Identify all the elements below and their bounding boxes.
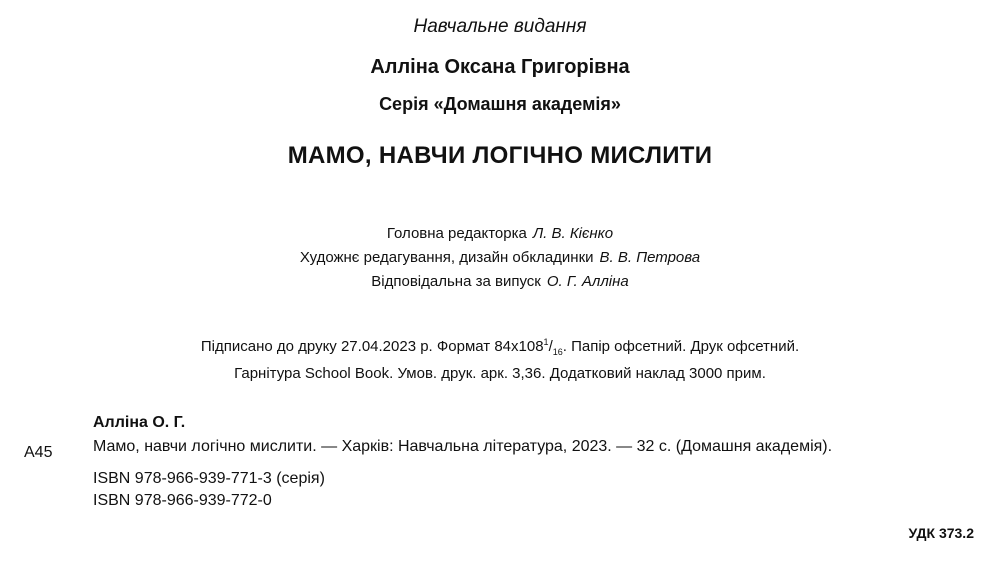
catalog-code: А45	[24, 444, 53, 461]
credit-name: В. В. Петрова	[599, 249, 701, 266]
format-numerator: 1	[543, 337, 549, 347]
credit-line	[0, 246, 1000, 270]
isbn-series: ISBN 978-966-939-771-3 (серія)	[93, 470, 325, 487]
print-line-2: Гарнітура School Book. Умов. друк. арк. 3,36. Додатковий наклад 3000 прим.	[234, 365, 766, 382]
udk-code: УДК 373.2	[908, 525, 974, 541]
credit-line	[0, 270, 1000, 294]
series-name: Серія «Домашня академія»	[379, 94, 621, 114]
print-format-text: Підписано до друку 27.04.2023 р. Формат 84x108	[200, 338, 544, 355]
biblio-author: Алліна О. Г.	[93, 414, 186, 431]
biblio-reference: Мамо, навчи логічно мислити. — Харків: Навчальна література, 2023. — 32 с. (Домашня академія).	[93, 438, 833, 455]
author-full-name: Алліна Оксана Григорівна	[370, 56, 630, 78]
print-info	[0, 331, 1000, 385]
bibliographic-record	[93, 414, 832, 512]
print-paper-text: . Папір офсетний. Друк офсетний.	[562, 338, 800, 355]
credit-line	[0, 222, 1000, 246]
credit-role: Головна редакторка	[386, 225, 527, 242]
isbn-book: ISBN 978-966-939-772-0	[93, 492, 272, 509]
book-title: МАМО, НАВЧИ ЛОГІЧНО МИСЛИТИ	[287, 142, 713, 169]
credit-role: Художнє редагування, дизайн обкладинки	[299, 249, 594, 266]
credit-name: Л. В. Кієнко	[532, 225, 614, 242]
credits-block	[0, 222, 1000, 294]
format-denominator: 16	[552, 347, 563, 357]
edition-type: Навчальне видання	[413, 16, 587, 37]
credit-role: Відповідальна за випуск	[371, 273, 541, 290]
credit-name: О. Г. Алліна	[546, 273, 629, 290]
print-line-1: Підписано до друку 27.04.2023 р. Формат $84x108^1/_{16}$. Папір офсетний. Друк офсетний.	[200, 337, 800, 357]
